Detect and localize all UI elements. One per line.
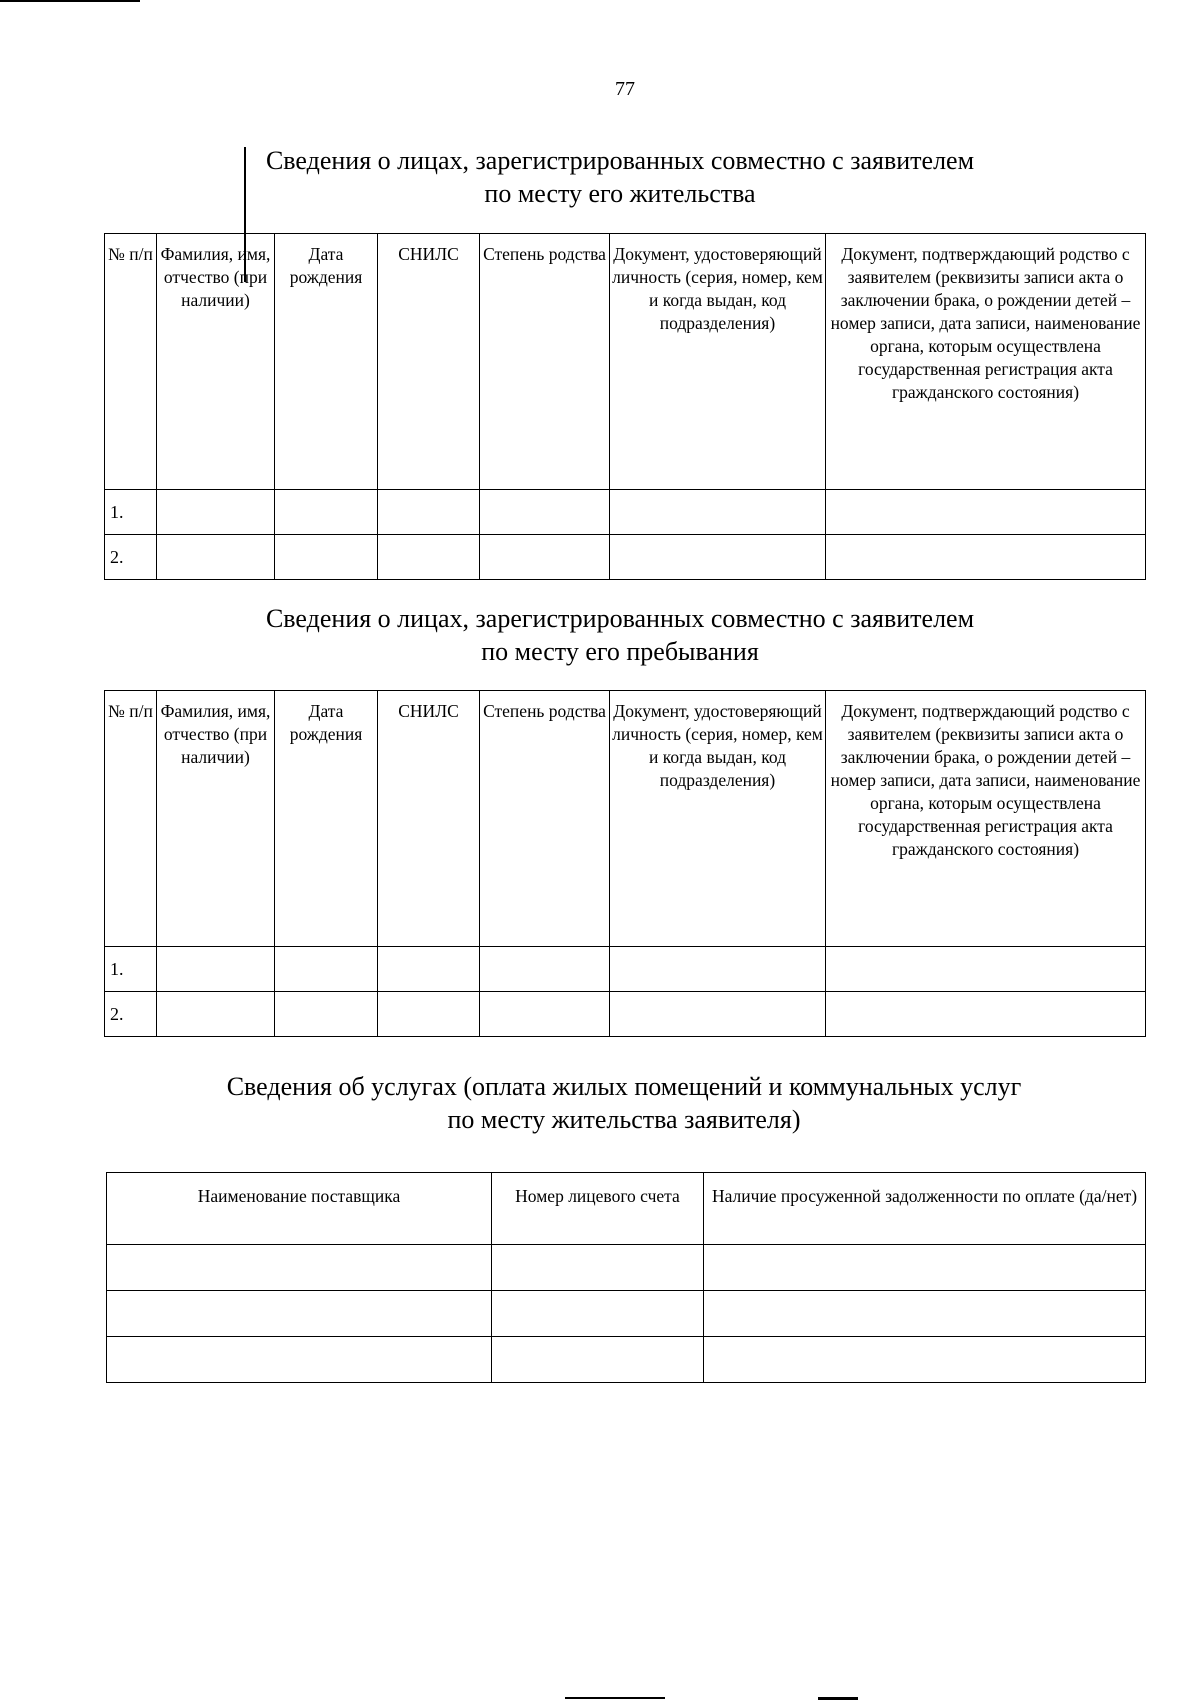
table-cell	[275, 490, 378, 535]
row-number: 2.	[105, 535, 157, 580]
section-title-line1: Сведения о лицах, зарегистрированных совместно с заявителем	[265, 604, 975, 633]
table-cell	[378, 947, 480, 992]
table-row	[105, 535, 1146, 580]
section-title-line2: по месту жительства заявителя)	[447, 1105, 801, 1134]
table-cell	[492, 1291, 704, 1337]
table-cell	[107, 1245, 492, 1291]
header-birth-date: Дата рождения	[275, 691, 378, 947]
table-row	[105, 947, 1146, 992]
table-cell	[492, 1337, 704, 1383]
scan-noise-bottom	[565, 1697, 665, 1699]
table-row	[105, 490, 1146, 535]
header-number: № п/п	[105, 234, 157, 490]
section-title-line1: Сведения об услугах (оплата жилых помещений и коммунальных услуг	[226, 1072, 1022, 1101]
page-number: 77	[615, 78, 635, 100]
scan-line-top	[0, 0, 140, 2]
row-number: 2.	[105, 992, 157, 1037]
section-title-services	[0, 1070, 1200, 1136]
table-cell	[610, 992, 826, 1037]
table-cell	[157, 947, 275, 992]
table-cell	[157, 490, 275, 535]
table-cell	[704, 1337, 1146, 1383]
header-full-name: Фамилия, имя, отчество (при наличии)	[157, 691, 275, 947]
table-cell	[480, 947, 610, 992]
table-cell	[704, 1245, 1146, 1291]
header-identity-document: Документ, удостоверяющий личность (серия, номер, кем и когда выдан, код подразделения)	[610, 234, 826, 490]
header-overdue-debt: Наличие просуженной задолженности по оплате (да/нет)	[704, 1173, 1146, 1245]
residence-table	[104, 233, 1146, 580]
table-cell	[492, 1245, 704, 1291]
table-cell	[480, 535, 610, 580]
header-relationship: Степень родства	[480, 691, 610, 947]
table-cell	[157, 535, 275, 580]
row-number: 1.	[105, 490, 157, 535]
table-cell	[480, 992, 610, 1037]
header-account-number: Номер лицевого счета	[492, 1173, 704, 1245]
table-cell	[826, 490, 1146, 535]
row-number: 1.	[105, 947, 157, 992]
section-title-stay	[0, 602, 1200, 668]
header-birth-date: Дата рождения	[275, 234, 378, 490]
header-snils: СНИЛС	[378, 691, 480, 947]
table-cell	[704, 1291, 1146, 1337]
table-cell	[275, 947, 378, 992]
header-snils: СНИЛС	[378, 234, 480, 490]
section-title-line1: Сведения о лицах, зарегистрированных совместно с заявителем	[265, 146, 975, 175]
table-cell	[826, 947, 1146, 992]
table-row	[107, 1291, 1146, 1337]
table-cell	[107, 1291, 492, 1337]
header-full-name: Фамилия, имя, отчество (при наличии)	[157, 234, 275, 490]
header-number: № п/п	[105, 691, 157, 947]
section-title-residence	[0, 144, 1200, 210]
header-identity-document: Документ, удостоверяющий личность (серия, номер, кем и когда выдан, код подразделения)	[610, 691, 826, 947]
services-table	[106, 1172, 1146, 1383]
table-cell	[275, 992, 378, 1037]
table-cell	[826, 992, 1146, 1037]
scan-noise-bottom	[818, 1697, 858, 1700]
table-cell	[378, 535, 480, 580]
header-supplier-name: Наименование поставщика	[107, 1173, 492, 1245]
table-cell	[610, 490, 826, 535]
stay-table	[104, 690, 1146, 1037]
table-cell	[107, 1337, 492, 1383]
table-row	[107, 1245, 1146, 1291]
table-cell	[378, 490, 480, 535]
table-cell	[826, 535, 1146, 580]
header-relationship: Степень родства	[480, 234, 610, 490]
header-kinship-document: Документ, подтверждающий родство с заявителем (реквизиты записи акта о заключении брака, о рождении детей – номер записи, дата записи, наименование органа, которым осуществлена государственная регистрация акта гражданского состояния)	[826, 691, 1146, 947]
section-title-line2: по месту его пребывания	[481, 637, 759, 666]
table-cell	[610, 947, 826, 992]
table-row	[105, 992, 1146, 1037]
header-kinship-document: Документ, подтверждающий родство с заявителем (реквизиты записи акта о заключении брака, о рождении детей – номер записи, дата записи, наименование органа, которым осуществлена государственная регистрация акта гражданского состояния)	[826, 234, 1146, 490]
table-cell	[378, 992, 480, 1037]
table-row	[107, 1337, 1146, 1383]
table-cell	[275, 535, 378, 580]
section-title-line2: по месту его жительства	[484, 179, 756, 208]
table-cell	[610, 535, 826, 580]
table-cell	[157, 992, 275, 1037]
table-cell	[480, 490, 610, 535]
